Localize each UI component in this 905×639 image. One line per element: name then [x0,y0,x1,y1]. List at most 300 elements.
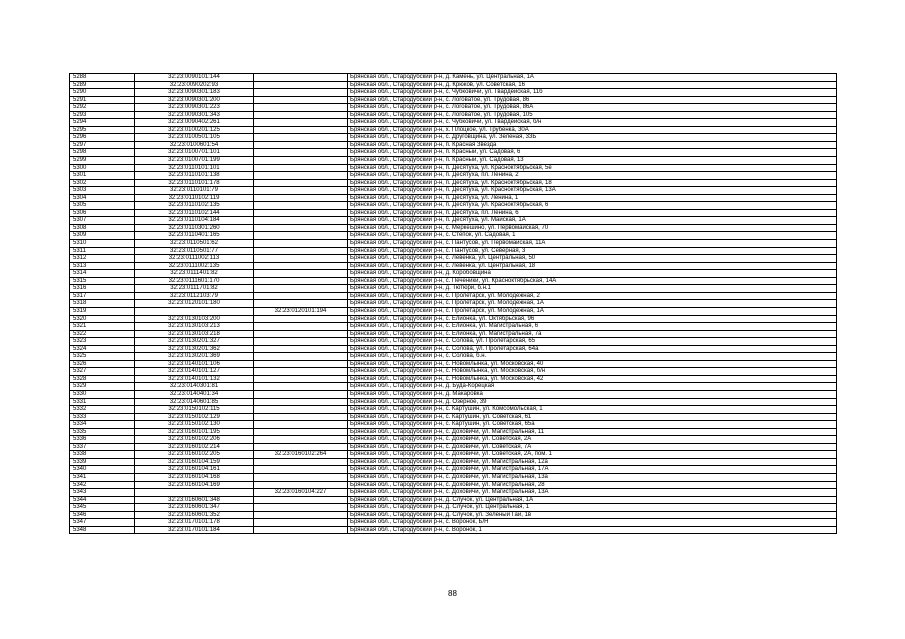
cadastral-number-alt-cell [254,473,348,481]
cadastral-number-alt-cell [254,232,348,240]
address-cell: Брянская обл., Стародубский р-н, с. Доховичи, ул. Магистральная, 13А [348,489,837,497]
address-cell: Брянская обл., Стародубский р-н, с. Солова, ул. Пролетарская, 64а [348,345,837,353]
cadastral-number-alt-cell [254,164,348,172]
address-cell: Брянская обл., Стародубский р-н, д. Коробовщина [348,270,837,278]
cadastral-number-alt-cell [254,202,348,210]
table-row [70,119,837,127]
cadastral-number-alt-cell [254,421,348,429]
cadastral-number-cell: 32:23:0150102:130 [135,421,254,429]
address-cell: Брянская обл., Стародубский р-н, с. Логоватое, ул. Трудовая, 86А [348,104,837,112]
cadastral-number-alt-cell [254,187,348,195]
cadastral-number-alt-cell [254,141,348,149]
cadastral-number-cell: 32:23:0140301:81 [135,383,254,391]
address-cell: Брянская обл., Стародубский р-н, п. Десятуха, пл. Ленина, 2 [348,172,837,180]
cadastral-number-cell: 32:23:0100201:125 [135,126,254,134]
address-cell: Брянская обл., Стародубский р-н, с. Левенка, ул. Центральная, 50 [348,255,837,263]
cadastral-number-cell: 32:23:0110401:165 [135,232,254,240]
cadastral-number-alt-cell [254,292,348,300]
cadastral-number-alt-cell [254,443,348,451]
cadastral-number-alt-cell [254,368,348,376]
cadastral-number-alt-cell [254,96,348,104]
table-row [70,406,837,414]
cadastral-number-alt-cell: 32:23:0120101:194 [254,307,348,315]
cadastral-number-alt-cell [254,262,348,270]
address-cell: Брянская обл., Стародубский р-н, д. Случок, ул. Зеленый Гай, 1в [348,511,837,519]
row-number-cell: 5332 [70,406,135,414]
table-row [70,383,837,391]
cadastral-number-alt-cell [254,104,348,112]
table-row [70,390,837,398]
address-cell: Брянская обл., Стародубский р-н, п. Красный, ул. Садовая, 13 [348,157,837,165]
row-number-cell: 5325 [70,353,135,361]
cadastral-number-cell: 32:23:0130201:362 [135,345,254,353]
table-row [70,338,837,346]
row-number-cell: 5301 [70,172,135,180]
cadastral-number-cell: 32:23:0160102:206 [135,436,254,444]
table-row [70,398,837,406]
cadastral-number-cell: 32:23:0090101:144 [135,74,254,82]
table-row [70,194,837,202]
cadastral-number-cell: 32:23:0110501:77 [135,247,254,255]
address-cell: Брянская обл., Стародубский р-н, с. Друговщина, ул. Зеленая, 33Б [348,134,837,142]
table-row [70,104,837,112]
row-number-cell: 5288 [70,74,135,82]
row-number-cell: 5295 [70,126,135,134]
address-cell: Брянская обл., Стародубский р-н, д. Случок, ул. Центральная, 1А [348,496,837,504]
address-cell: Брянская обл., Стародубский р-н, д. Крюков, ул. Советская, 16 [348,81,837,89]
row-number-cell: 5308 [70,224,135,232]
cadastral-number-cell: 32:23:0160601:347 [135,504,254,512]
cadastral-number-alt-cell [254,406,348,414]
cadastral-number-alt-cell [254,413,348,421]
table-row [70,436,837,444]
table-row [70,172,837,180]
cadastral-number-alt-cell [254,481,348,489]
address-cell: Брянская обл., Стародубский р-н, с. Доховичи, ул. Магистральная, 17А [348,466,837,474]
cadastral-number-cell: 32:23:0140401:34 [135,390,254,398]
cadastral-number-alt-cell [254,345,348,353]
cadastral-number-cell: 32:23:0130103:200 [135,315,254,323]
row-number-cell: 5320 [70,315,135,323]
cadastral-number-alt-cell [254,383,348,391]
table-row [70,141,837,149]
cadastral-number-alt-cell [254,511,348,519]
cadastral-number-cell: 32:23:0111701:82 [135,285,254,293]
cadastral-number-cell: 32:23:0110102:135 [135,202,254,210]
table-row [70,300,837,308]
table-row [70,315,837,323]
cadastral-number-alt-cell [254,179,348,187]
address-cell: Брянская обл., Стародубский р-н, д. Камень, ул. Центральная, 1А [348,74,837,82]
address-cell: Брянская обл., Стародубский р-н, с. Доховичи, ул. Советская, 7А [348,443,837,451]
table-row [70,504,837,512]
cadastral-number-alt-cell [254,217,348,225]
table-row [70,247,837,255]
address-cell: Брянская обл., Стародубский р-н, с. Чубковичи, ул. Гвардейская, 11б [348,89,837,97]
cadastral-number-cell: 32:23:0170101:178 [135,519,254,527]
table-row [70,307,837,315]
address-cell: Брянская обл., Стародубский р-н, с. Логоватое, ул. Трудовая, 86 [348,96,837,104]
table-row [70,451,837,459]
cadastral-number-alt-cell [254,119,348,127]
cadastral-number-alt-cell [254,240,348,248]
address-cell: Брянская обл., Стародубский р-н, с. Доховичи, ул. Советская, 2А, пом. 1 [348,451,837,459]
cadastral-number-alt-cell [254,436,348,444]
address-cell: Брянская обл., Стародубский р-н, с. Воронок, Б/Н [348,519,837,527]
row-number-cell: 5330 [70,390,135,398]
table-row [70,81,837,89]
table-row [70,285,837,293]
address-cell: Брянская обл., Стародубский р-н, с. Доховичи, ул. Магистральная, 13а [348,473,837,481]
address-cell: Брянская обл., Стародубский р-н, п. Десятуха, пл. Ленина, 6 [348,209,837,217]
cadastral-number-cell: 32:23:0130201:327 [135,338,254,346]
address-cell: Брянская обл., Стародубский р-н, д. Случок, ул. Центральная, 1 [348,504,837,512]
cadastral-number-cell: 32:23:0120101:180 [135,300,254,308]
table-row [70,413,837,421]
table-row [70,126,837,134]
row-number-cell: 5346 [70,511,135,519]
table-row [70,292,837,300]
cadastral-number-cell: 32:23:0100501:105 [135,134,254,142]
row-number-cell: 5293 [70,111,135,119]
row-number-cell: 5324 [70,345,135,353]
table-row [70,375,837,383]
row-number-cell: 5314 [70,270,135,278]
row-number-cell: 5318 [70,300,135,308]
cadastral-number-alt-cell [254,338,348,346]
cadastral-number-cell: 32:23:0111601:170 [135,277,254,285]
address-cell: Брянская обл., Стародубский р-н, с. Доховичи, ул. Советская, 2А [348,436,837,444]
cadastral-number-alt-cell [254,111,348,119]
cadastral-number-alt-cell [254,89,348,97]
address-cell: Брянская обл., Стародубский р-н, с. Солова, ул. Пролетарская, 65 [348,338,837,346]
table-row [70,511,837,519]
cadastral-number-alt-cell [254,360,348,368]
cadastral-number-alt-cell [254,172,348,180]
cadastral-number-alt-cell [254,224,348,232]
row-number-cell: 5341 [70,473,135,481]
table-row [70,345,837,353]
address-cell: Брянская обл., Стародубский р-н, с. Пантусов, ул. Первомайская, 11А [348,240,837,248]
cadastral-number-cell: 32:23:0110102:119 [135,194,254,202]
table-row [70,202,837,210]
row-number-cell: 5333 [70,413,135,421]
cadastral-number-cell: 32:23:0160104:159 [135,458,254,466]
address-cell: Брянская обл., Стародубский р-н, д. Макаровка [348,390,837,398]
cadastral-number-cell: 32:23:0090402:261 [135,119,254,127]
row-number-cell: 5328 [70,375,135,383]
row-number-cell: 5342 [70,481,135,489]
cadastral-number-alt-cell [254,504,348,512]
table-row [70,164,837,172]
cadastral-number-alt-cell [254,247,348,255]
cadastral-number-cell: 32:23:0090202:93 [135,81,254,89]
table-row [70,526,837,534]
cadastral-number-cell: 32:23:0140101:132 [135,375,254,383]
cadastral-number-cell: 32:23:0140601:85 [135,398,254,406]
cadastral-number-alt-cell [254,519,348,527]
cadastral-number-cell: 32:23:0110301:260 [135,224,254,232]
cadastral-number-alt-cell [254,466,348,474]
cadastral-number-alt-cell [254,277,348,285]
cadastral-number-cell: 32:23:0160601:352 [135,511,254,519]
table-row [70,443,837,451]
cadastral-number-cell: 32:23:0090301:183 [135,89,254,97]
table-row [70,134,837,142]
table-row [70,330,837,338]
cadastral-number-alt-cell [254,270,348,278]
row-number-cell: 5303 [70,187,135,195]
address-cell: Брянская обл., Стародубский р-н, с. Солова, б.н. [348,353,837,361]
cadastral-number-cell: 32:23:0160102:214 [135,443,254,451]
cadastral-number-cell: 32:23:0100701:199 [135,157,254,165]
row-number-cell: 5311 [70,247,135,255]
table-row [70,458,837,466]
table-row [70,519,837,527]
address-cell: Брянская обл., Стародубский р-н, д. Буда-Корецкая [348,383,837,391]
table-row [70,473,837,481]
row-number-cell: 5326 [70,360,135,368]
cadastral-number-cell: 32:23:0150102:115 [135,406,254,414]
table-row [70,179,837,187]
cadastral-number-alt-cell [254,209,348,217]
row-number-cell: 5340 [70,466,135,474]
cadastral-number-alt-cell [254,526,348,534]
registry-table-body [70,74,837,534]
cadastral-number-alt-cell [254,323,348,331]
table-row [70,74,837,82]
cadastral-number-cell: 32:23:0100701:101 [135,149,254,157]
cadastral-number-alt-cell [254,149,348,157]
table-row [70,149,837,157]
address-cell: Брянская обл., Стародубский р-н, д. Тютюри, б.н.1 [348,285,837,293]
row-number-cell: 5309 [70,232,135,240]
cadastral-number-cell: 32:23:0130201:369 [135,353,254,361]
table-row [70,224,837,232]
address-cell: Брянская обл., Стародубский р-н, п. Десятуха, ул. Ленина, 1 [348,194,837,202]
table-row [70,496,837,504]
address-cell: Брянская обл., Стародубский р-н, с. Елионка, ул. Магистральная, 7а [348,330,837,338]
cadastral-number-cell [135,489,254,497]
row-number-cell: 5319 [70,307,135,315]
cadastral-number-alt-cell [254,375,348,383]
address-cell: Брянская обл., Стародубский р-н, с. Новомлынка, ул. Московская, 42 [348,375,837,383]
address-cell: Брянская обл., Стародубский р-н, с. Логоватое, ул. Трудовая, 105 [348,111,837,119]
cadastral-number-cell: 32:23:0130103:213 [135,323,254,331]
address-cell: Брянская обл., Стародубский р-н, с. Пролетарск, ул. Молодежная, 1А [348,300,837,308]
cadastral-number-cell: 32:23:0160102:205 [135,451,254,459]
row-number-cell: 5307 [70,217,135,225]
registry-table [69,73,837,534]
address-cell: Брянская обл., Стародубский р-н, с. Воронок, 1 [348,526,837,534]
row-number-cell: 5317 [70,292,135,300]
row-number-cell: 5321 [70,323,135,331]
cadastral-number-alt-cell [254,315,348,323]
cadastral-number-alt-cell [254,398,348,406]
address-cell: Брянская обл., Стародубский р-н, с. Новомлынка, ул. Московская, 40 [348,360,837,368]
cadastral-number-alt-cell: 32:23:0160104:227 [254,489,348,497]
table-row [70,277,837,285]
address-cell: Брянская обл., Стародубский р-н, с. Пролетарск, ул. Молодежная, 1А [348,307,837,315]
address-cell: Брянская обл., Стародубский р-н, п. Десятуха, ул. Красноктябрьская, 5е [348,164,837,172]
cadastral-number-cell: 32:23:0160101:195 [135,428,254,436]
cadastral-number-alt-cell [254,255,348,263]
table-row [70,262,837,270]
address-cell: Брянская обл., Стародубский р-н, п. Десятуха, ул. Красноктябрьская, 13А [348,187,837,195]
row-number-cell: 5335 [70,428,135,436]
row-number-cell: 5338 [70,451,135,459]
address-cell: Брянская обл., Стародубский р-н, с. Пантусов, ул. Северная, 3 [348,247,837,255]
address-cell: Брянская обл., Стародубский р-н, с. Печеники, ул. Красноктябрьская, 14А [348,277,837,285]
row-number-cell: 5336 [70,436,135,444]
table-row [70,368,837,376]
cadastral-number-alt-cell [254,428,348,436]
row-number-cell: 5306 [70,209,135,217]
cadastral-number-cell: 32:23:0112103:79 [135,292,254,300]
table-row [70,217,837,225]
row-number-cell: 5327 [70,368,135,376]
row-number-cell: 5298 [70,149,135,157]
row-number-cell: 5323 [70,338,135,346]
cadastral-number-cell: 32:23:0110101:178 [135,179,254,187]
address-cell: Брянская обл., Стародубский р-н, с. Елионка, ул. Октябрьская, 96 [348,315,837,323]
table-row [70,421,837,429]
row-number-cell: 5313 [70,262,135,270]
address-cell: Брянская обл., Стародубский р-н, п. Десятуха, ул. Красноктябрьская, 18 [348,179,837,187]
address-cell: Брянская обл., Стародубский р-н, с. Новомлынка, ул. Московская, б/н [348,368,837,376]
cadastral-number-alt-cell [254,353,348,361]
row-number-cell: 5310 [70,240,135,248]
cadastral-number-cell: 32:23:0160104:161 [135,466,254,474]
row-number-cell: 5337 [70,443,135,451]
row-number-cell: 5345 [70,504,135,512]
row-number-cell: 5297 [70,141,135,149]
address-cell: Брянская обл., Стародубский р-н, с. Степок, ул. Садовая, 1 [348,232,837,240]
cadastral-number-cell: 32:23:0090301:200 [135,96,254,104]
address-cell: Брянская обл., Стародубский р-н, с. Доховичи, ул. Магистральная, 11 [348,428,837,436]
table-row [70,111,837,119]
cadastral-number-cell: 32:23:0090301:343 [135,111,254,119]
row-number-cell: 5294 [70,119,135,127]
address-cell: Брянская обл., Стародубский р-н, с. Картушин, ул. Комсомольская, 1 [348,406,837,414]
cadastral-number-cell: 32:23:0110501:62 [135,240,254,248]
table-row [70,481,837,489]
cadastral-number-cell: 32:23:0110101:101 [135,164,254,172]
address-cell: Брянская обл., Стародубский р-н, с. Картушин, ул. Советская, 65а [348,421,837,429]
cadastral-number-alt-cell [254,134,348,142]
cadastral-number-alt-cell [254,157,348,165]
cadastral-number-cell: 32:23:0100601:54 [135,141,254,149]
cadastral-number-cell: 32:23:0140101:127 [135,368,254,376]
row-number-cell: 5334 [70,421,135,429]
row-number-cell: 5292 [70,104,135,112]
cadastral-number-cell: 32:23:0111002:135 [135,262,254,270]
cadastral-number-cell: 32:23:0090301:223 [135,104,254,112]
address-cell: Брянская обл., Стародубский р-н, п. Десятуха, ул. Красноктябрьская, 6 [348,202,837,210]
row-number-cell: 5315 [70,277,135,285]
row-number-cell: 5296 [70,134,135,142]
address-cell: Брянская обл., Стародубский р-н, х. Плоцкое, ул. Трубенка, 30А [348,126,837,134]
address-cell: Брянская обл., Стародубский р-н, п. Красный, ул. Садовая, 6 [348,149,837,157]
cadastral-number-cell: 32:23:0110101:79 [135,187,254,195]
table-row [70,232,837,240]
row-number-cell: 5300 [70,164,135,172]
cadastral-number-cell: 32:23:0150102:129 [135,413,254,421]
cadastral-number-cell [135,307,254,315]
row-number-cell: 5348 [70,526,135,534]
cadastral-number-alt-cell [254,496,348,504]
cadastral-number-cell: 32:23:0110102:144 [135,209,254,217]
address-cell: Брянская обл., Стародубский р-н, с. Левенка, ул. Центральная, 18 [348,262,837,270]
row-number-cell: 5339 [70,458,135,466]
address-cell: Брянская обл., Стародубский р-н, д. Озерное, 39 [348,398,837,406]
page-number: 88 [448,589,457,598]
address-cell: Брянская обл., Стародубский р-н, с. Доховичи, ул. Магистральная, 12а [348,458,837,466]
row-number-cell: 5291 [70,96,135,104]
row-number-cell: 5343 [70,489,135,497]
table-row [70,360,837,368]
cadastral-number-cell: 32:23:0111401:82 [135,270,254,278]
table-row [70,157,837,165]
row-number-cell: 5322 [70,330,135,338]
row-number-cell: 5312 [70,255,135,263]
table-row [70,187,837,195]
cadastral-number-cell: 32:23:0110101:138 [135,172,254,180]
address-cell: Брянская обл., Стародубский р-н, п. Красная Звезда [348,141,837,149]
cadastral-number-alt-cell [254,74,348,82]
address-cell: Брянская обл., Стародубский р-н, с. Доховичи, ул. Магистральная, 28 [348,481,837,489]
address-cell: Брянская обл., Стародубский р-н, с. Пролетарск, ул. Молодежная, 2 [348,292,837,300]
row-number-cell: 5290 [70,89,135,97]
cadastral-number-cell: 32:23:0160104:168 [135,473,254,481]
table-row [70,240,837,248]
row-number-cell: 5289 [70,81,135,89]
table-row [70,323,837,331]
row-number-cell: 5305 [70,202,135,210]
table-row [70,270,837,278]
cadastral-number-alt-cell [254,390,348,398]
table-row [70,209,837,217]
cadastral-number-cell: 32:23:0111002:113 [135,255,254,263]
address-cell: Брянская обл., Стародубский р-н, с. Картушин, ул. Советская, 61 [348,413,837,421]
cadastral-number-alt-cell [254,330,348,338]
row-number-cell: 5331 [70,398,135,406]
row-number-cell: 5329 [70,383,135,391]
cadastral-number-alt-cell [254,300,348,308]
cadastral-number-alt-cell [254,285,348,293]
table-row [70,353,837,361]
table-row [70,96,837,104]
cadastral-number-cell: 32:23:0160104:169 [135,481,254,489]
address-cell: Брянская обл., Стародубский р-н, с. Меркешино, ул. Первомайская, 70 [348,224,837,232]
cadastral-number-cell: 32:23:0130103:218 [135,330,254,338]
table-row [70,255,837,263]
row-number-cell: 5304 [70,194,135,202]
cadastral-number-cell: 32:23:0160601:348 [135,496,254,504]
cadastral-number-alt-cell [254,81,348,89]
cadastral-number-alt-cell: 32:23:0160102:264 [254,451,348,459]
row-number-cell: 5344 [70,496,135,504]
address-cell: Брянская обл., Стародубский р-н, п. Десятуха, ул. Майская, 1А [348,217,837,225]
cadastral-number-cell: 32:23:0140101:106 [135,360,254,368]
row-number-cell: 5347 [70,519,135,527]
cadastral-number-alt-cell [254,194,348,202]
address-cell: Брянская обл., Стародубский р-н, с. Чубковичи, ул. Гвардейская, б/н [348,119,837,127]
table-row [70,466,837,474]
table-row [70,428,837,436]
cadastral-number-cell: 32:23:0170101:184 [135,526,254,534]
cadastral-number-alt-cell [254,126,348,134]
